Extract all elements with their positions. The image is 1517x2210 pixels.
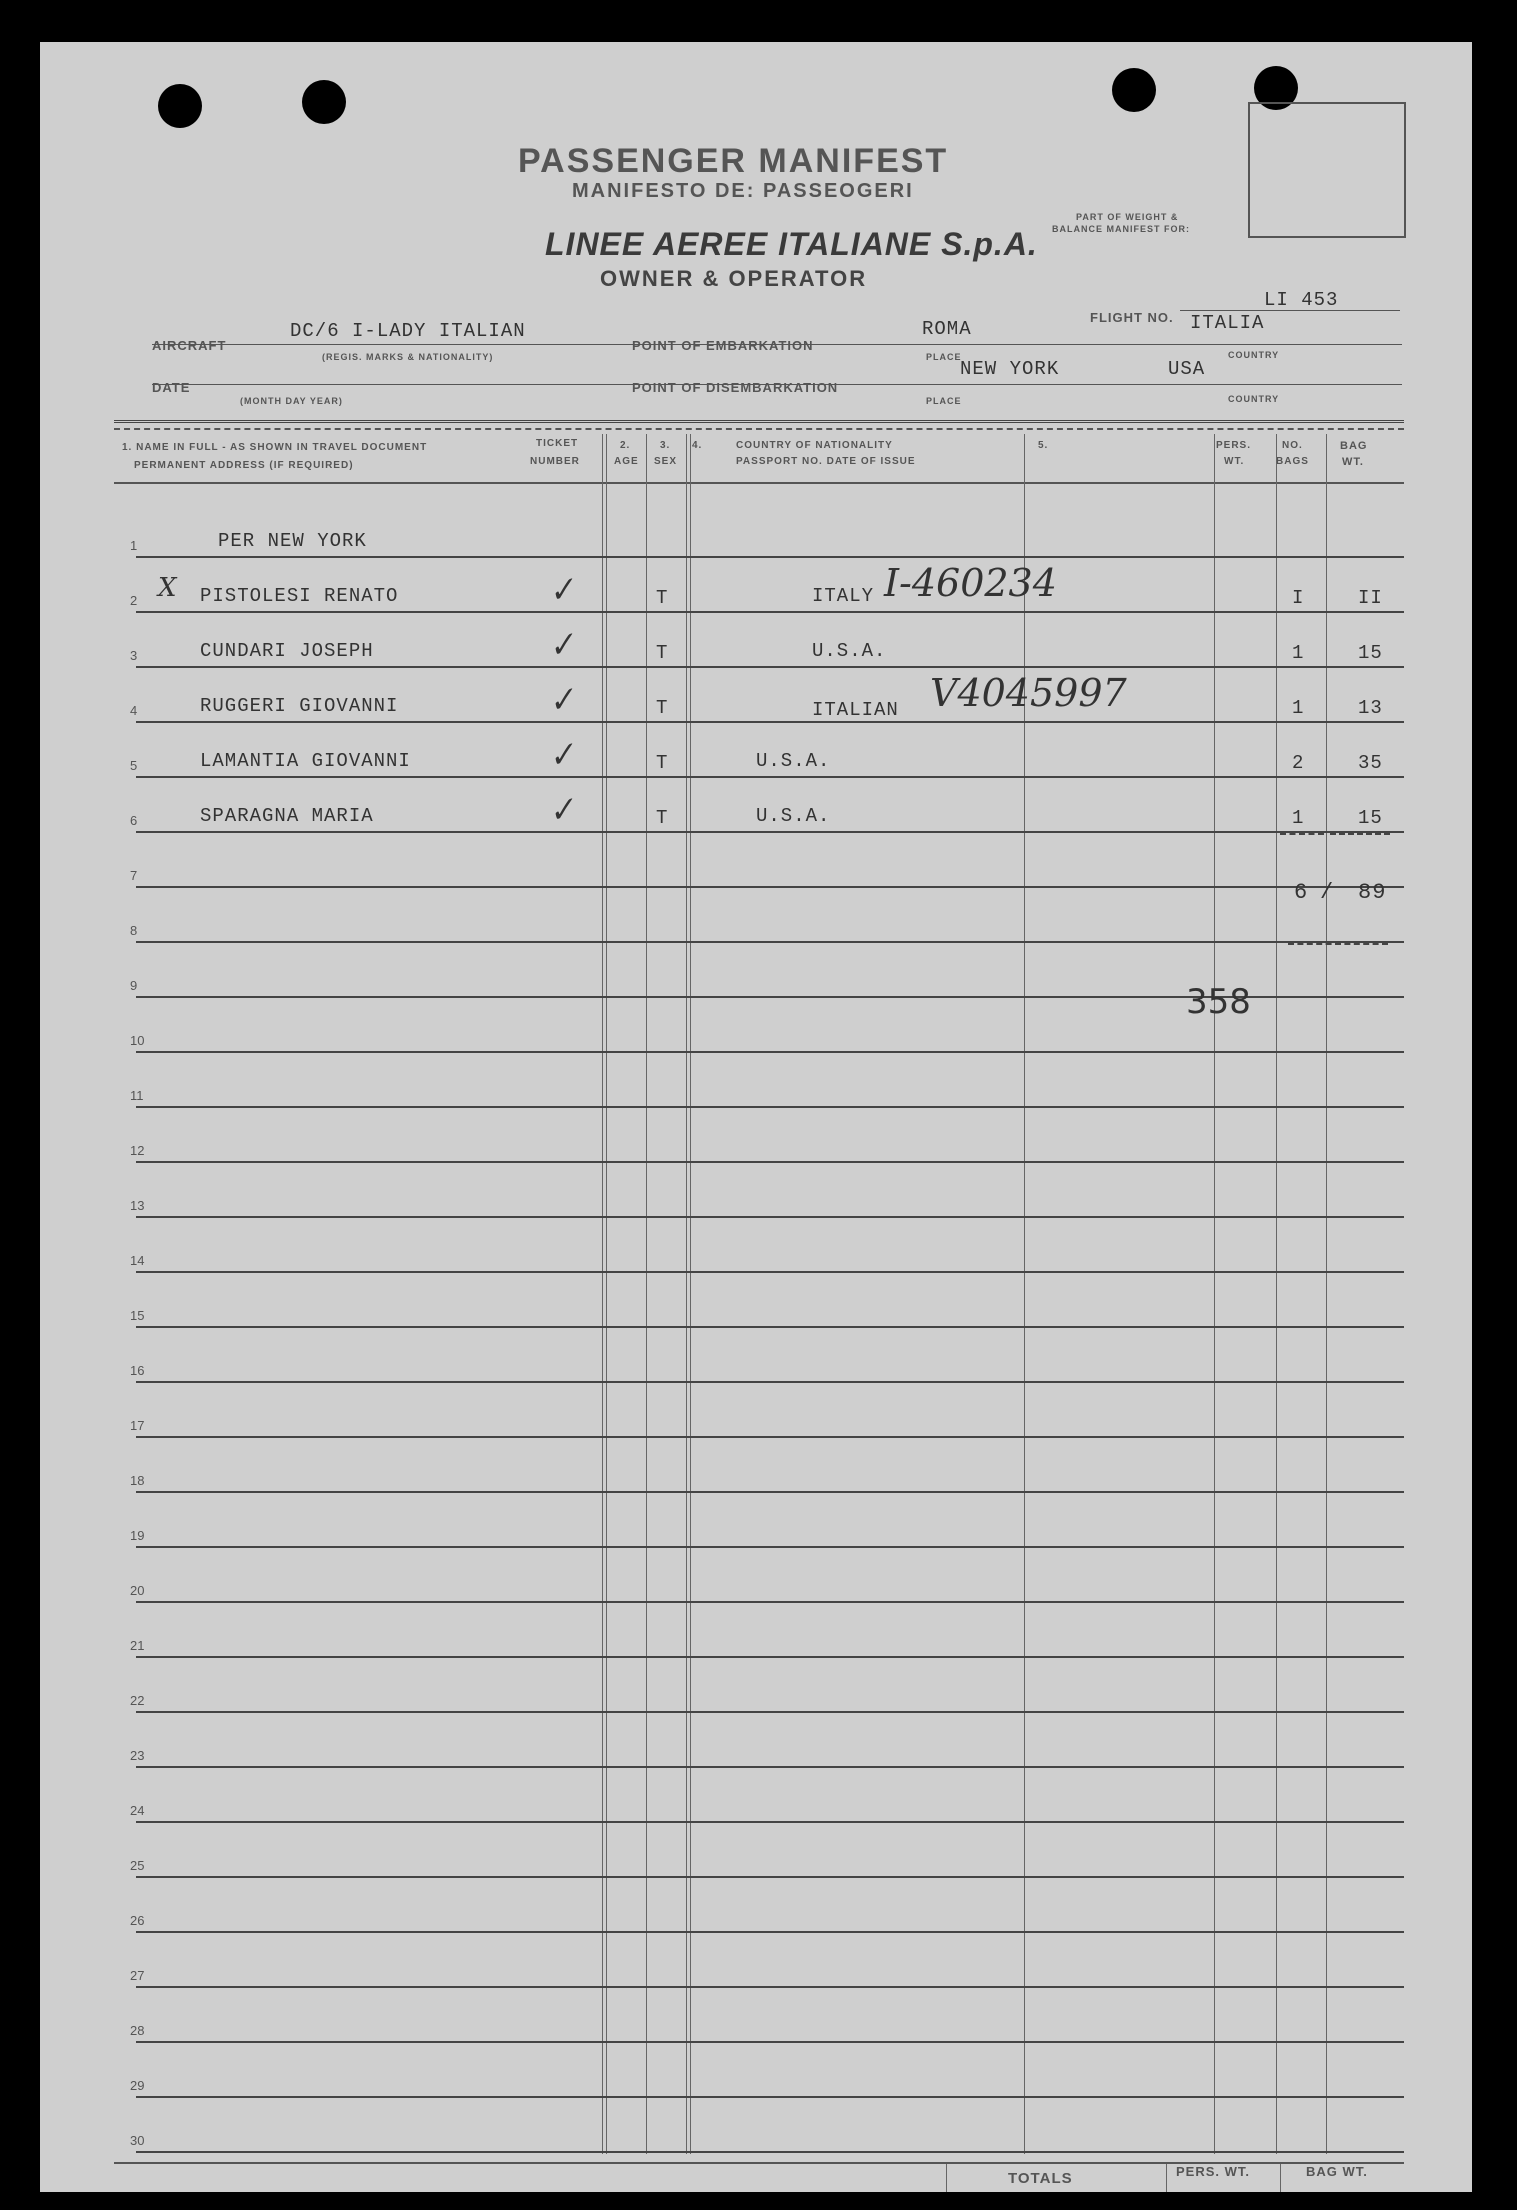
row-number: 16 (130, 1363, 145, 1378)
passenger-name: SPARAGNA MARIA (200, 805, 374, 827)
row-number: 15 (130, 1308, 145, 1323)
col-pers-header-1: PERS. (1216, 440, 1252, 451)
bag-count: 1 (1292, 642, 1305, 664)
row-number: 26 (130, 1913, 145, 1928)
row-number: 4 (130, 703, 138, 718)
col-bagwt-header-2: WT. (1342, 456, 1364, 468)
col-age-header-1: 2. (620, 440, 631, 451)
col-nat-num: 4. (692, 440, 703, 451)
col-name-header-2: PERMANENT ADDRESS (IF REQUIRED) (134, 460, 354, 471)
punch-hole-right-1 (1112, 68, 1156, 112)
row-number: 11 (130, 1088, 144, 1103)
col-nat-header-1: COUNTRY OF NATIONALITY (736, 440, 893, 451)
disembarkation-value: NEW YORK (960, 358, 1060, 380)
row-number: 25 (130, 1858, 145, 1873)
row-mark: X (158, 573, 177, 603)
row-number: 28 (130, 2023, 145, 2038)
ticket-check-mark: ✓ (544, 568, 579, 612)
embarkation-label: POINT OF EMBARKATION (632, 338, 814, 353)
row-number: 17 (130, 1418, 145, 1433)
weight-balance-label-2: BALANCE MANIFEST FOR: (1052, 224, 1190, 234)
col-name-header-1: 1. NAME IN FULL - AS SHOWN IN TRAVEL DOCUMENT (122, 442, 428, 453)
col-bagwt-header-1: BAG (1340, 440, 1368, 452)
regis-label: (REGIS. MARKS & NATIONALITY) (322, 352, 494, 362)
col-bags-header-2: BAGS (1276, 456, 1309, 467)
bag-weight: 15 (1358, 642, 1383, 664)
manifest-subtitle: MANIFESTO DE: PASSEOGERI (572, 180, 914, 202)
col-pers-header-2: WT. (1224, 456, 1245, 467)
row-number: 30 (130, 2133, 145, 2148)
passenger-nationality: ITALIAN (812, 699, 899, 721)
passenger-name: LAMANTIA GIOVANNI (200, 750, 411, 772)
col-age-header-2: AGE (614, 456, 639, 467)
row-number: 2 (130, 593, 138, 608)
subtotal-bag-weight: 89 (1358, 880, 1387, 905)
aircraft-value: DC/6 I-LADY ITALIAN (290, 320, 526, 342)
col-sex-header-2: SEX (654, 456, 678, 467)
disembark-country-label: COUNTRY (1228, 394, 1280, 404)
bag-count: I (1292, 587, 1305, 609)
passenger-name: CUNDARI JOSEPH (200, 640, 374, 662)
punch-hole-left-1 (158, 84, 202, 128)
passenger-sex: T (656, 807, 669, 829)
row-number: 9 (130, 978, 138, 993)
row-number: 6 (130, 813, 138, 828)
row-number: 20 (130, 1583, 145, 1598)
airline-name: LINEE AEREE ITALIANE S.p.A. (545, 226, 1038, 262)
row-number: 14 (130, 1253, 145, 1268)
embarkation-value: ROMA (922, 318, 972, 340)
row-number: 27 (130, 1968, 145, 1983)
row-number: 10 (130, 1033, 145, 1048)
disembark-place-label: PLACE (926, 396, 962, 406)
passenger-name: PISTOLESI RENATO (200, 585, 399, 607)
weight-balance-box (1248, 102, 1406, 238)
bag-count: 2 (1292, 752, 1305, 774)
owner-operator-label: OWNER & OPERATOR (600, 266, 868, 291)
passport-number: V4045997 (930, 671, 1127, 715)
col-sex-header-1: 3. (660, 440, 671, 451)
bag-weight: II (1358, 587, 1383, 609)
passenger-nationality: U.S.A. (756, 750, 831, 772)
row-number: 23 (130, 1748, 145, 1763)
bag-count: 1 (1292, 697, 1305, 719)
totals-label: TOTALS (1008, 2170, 1073, 2187)
passenger-nationality: U.S.A. (812, 640, 887, 662)
manifest-title: PASSENGER MANIFEST (518, 142, 949, 180)
passenger-nationality: U.S.A. (756, 805, 831, 827)
embark-place-label: PLACE (926, 352, 962, 362)
passenger-sex: T (656, 642, 669, 664)
date-sub-label: (MONTH DAY YEAR) (240, 396, 343, 406)
bag-count: 1 (1292, 807, 1305, 829)
passenger-weight-total: 358 (1186, 982, 1251, 1022)
passenger-nationality: ITALY (812, 585, 875, 607)
row-number: 13 (130, 1198, 145, 1213)
row-number: 3 (130, 648, 138, 663)
row-number: 12 (130, 1143, 145, 1158)
row-number: 24 (130, 1803, 145, 1818)
ticket-check-mark: ✓ (544, 733, 579, 777)
col-ticket-header-2: NUMBER (530, 456, 580, 467)
disembarkation-label: POINT OF DISEMBARKATION (632, 380, 839, 395)
row-number: 5 (130, 758, 138, 773)
passenger-name: RUGGERI GIOVANNI (200, 695, 399, 717)
col-5-header: 5. (1038, 440, 1049, 451)
passenger-sex: T (656, 697, 669, 719)
embarkation-country-value: ITALIA (1190, 312, 1265, 334)
row-number: 1 (130, 538, 138, 553)
flight-no-value: LI 453 (1264, 289, 1339, 311)
ticket-check-mark: ✓ (544, 623, 579, 667)
col-nat-header-2: PASSPORT NO. DATE OF ISSUE (736, 456, 916, 467)
row-number: 19 (130, 1528, 145, 1543)
flight-no-label: FLIGHT NO. (1090, 310, 1174, 325)
weight-balance-label-1: PART OF WEIGHT & (1076, 212, 1179, 222)
ticket-check-mark: ✓ (544, 788, 579, 832)
totals-pers-wt-label: PERS. WT. (1176, 2164, 1251, 2179)
totals-bag-wt-label: BAG WT. (1306, 2164, 1368, 2179)
row-number: 18 (130, 1473, 145, 1488)
passenger-sex: T (656, 587, 669, 609)
subtotal-bags: 6 (1294, 880, 1309, 905)
row-number: 7 (130, 868, 138, 883)
row-number: 8 (130, 923, 138, 938)
passenger-name: PER NEW YORK (218, 530, 367, 552)
col-bags-header-1: NO. (1282, 440, 1303, 451)
row-number: 29 (130, 2078, 145, 2093)
aircraft-label: AIRCRAFT (152, 338, 227, 353)
row-number: 21 (130, 1638, 145, 1653)
bag-weight: 35 (1358, 752, 1383, 774)
punch-hole-left-2 (302, 80, 346, 124)
passport-number: I-460234 (884, 561, 1057, 605)
col-ticket-header-1: TICKET (536, 438, 579, 449)
bag-weight: 13 (1358, 697, 1383, 719)
date-label: DATE (152, 380, 191, 395)
ticket-check-mark: ✓ (544, 678, 579, 722)
bag-weight: 15 (1358, 807, 1383, 829)
subtotal-slash: / (1320, 880, 1335, 905)
disembarkation-country-value: USA (1168, 358, 1206, 380)
manifest-page (40, 42, 1472, 2192)
passenger-sex: T (656, 752, 669, 774)
embark-country-label: COUNTRY (1228, 350, 1280, 360)
row-number: 22 (130, 1693, 145, 1708)
